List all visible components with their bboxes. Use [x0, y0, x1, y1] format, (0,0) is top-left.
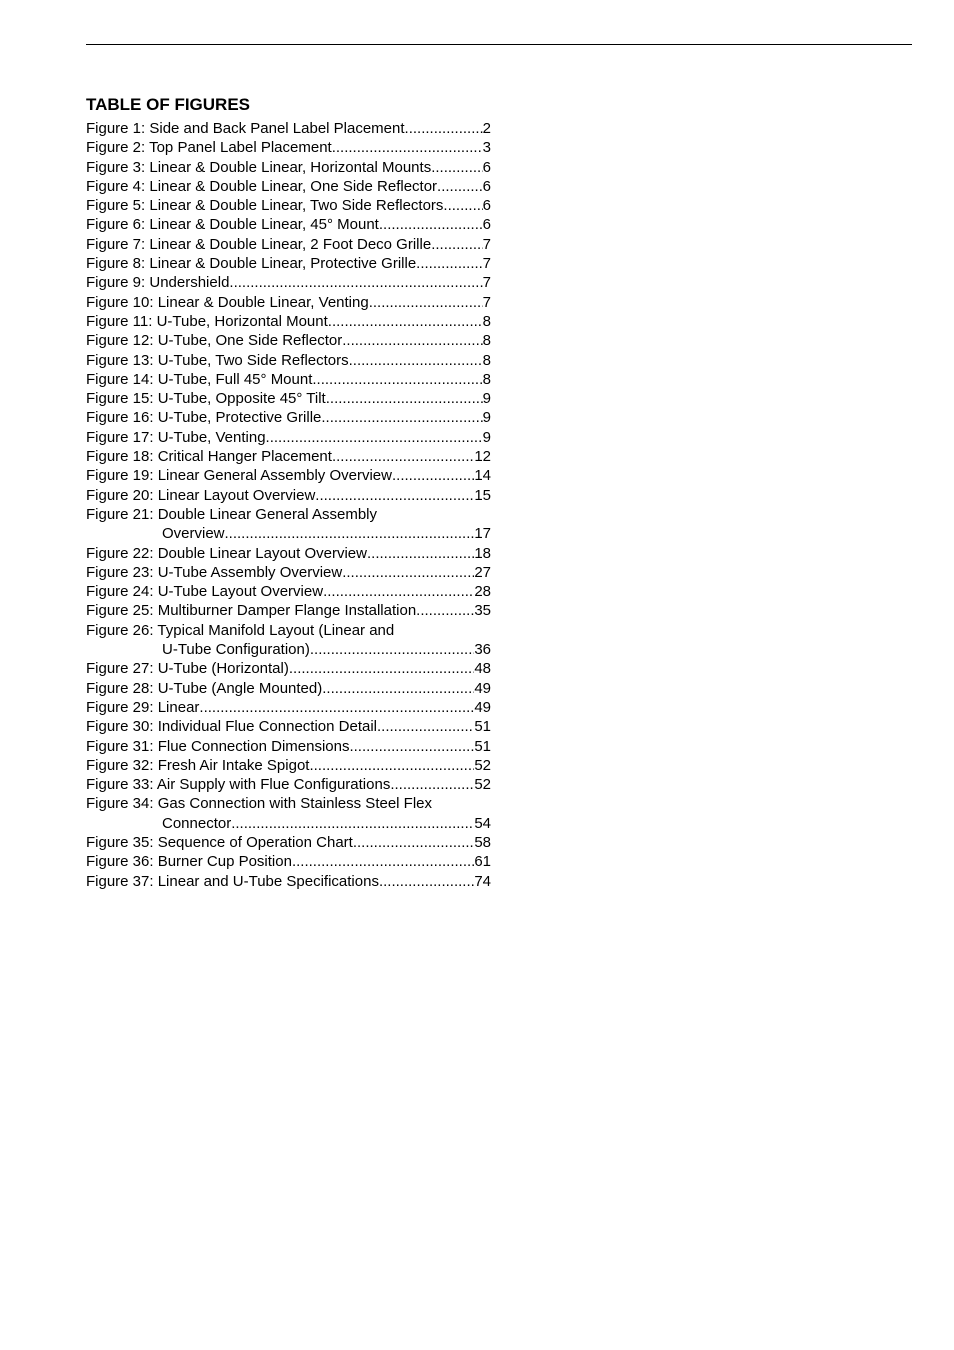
- toc-dot-leader: [379, 872, 474, 891]
- toc-entry-label: Figure 30: Individual Flue Connection Detail: [86, 718, 377, 736]
- toc-page-number: 12: [474, 448, 491, 466]
- toc-entry[interactable]: [86, 466, 491, 485]
- toc-dot-leader: [321, 408, 482, 427]
- toc-entry-label: Figure 14: U-Tube, Full 45° Mount: [86, 370, 313, 388]
- toc-entry-label: Figure 15: U-Tube, Opposite 45° Tilt: [86, 390, 326, 408]
- toc-entry[interactable]: [86, 215, 491, 234]
- toc-entry-continuation[interactable]: [86, 814, 491, 833]
- toc-page-number: 74: [474, 872, 491, 890]
- toc-entry-label: Figure 18: Critical Hanger Placement: [86, 448, 332, 466]
- toc-entry-label: Connector: [162, 814, 232, 832]
- toc-entry[interactable]: [86, 794, 491, 813]
- toc-entry[interactable]: [86, 293, 491, 312]
- toc-entry[interactable]: [86, 158, 491, 177]
- toc-entry[interactable]: [86, 273, 491, 292]
- toc-entry[interactable]: [86, 389, 491, 408]
- toc-dot-leader: [199, 698, 474, 717]
- toc-entry-label: Figure 11: U-Tube, Horizontal Mount: [86, 312, 328, 330]
- toc-entry-label: Figure 1: Side and Back Panel Label Placement: [86, 120, 405, 137]
- toc-dot-leader: [342, 563, 474, 582]
- toc-entry[interactable]: [86, 119, 491, 138]
- toc-page-number: 28: [474, 583, 491, 601]
- toc-entry[interactable]: [86, 177, 491, 196]
- toc-entry[interactable]: [86, 235, 491, 254]
- toc-page-number: 7: [482, 274, 491, 292]
- toc-dot-leader: [437, 177, 483, 196]
- toc-dot-leader: [225, 524, 475, 543]
- toc-page-number: 6: [482, 216, 491, 234]
- toc-dot-leader: [322, 679, 474, 698]
- toc-entry-list: [86, 119, 491, 891]
- toc-entry-label: Figure 22: Double Linear Layout Overview: [86, 544, 367, 562]
- toc-page-number: 8: [482, 312, 491, 330]
- toc-dot-leader: [392, 466, 474, 485]
- toc-dot-leader: [310, 640, 474, 659]
- toc-page-number: 9: [482, 428, 491, 446]
- toc-dot-leader: [369, 293, 483, 312]
- toc-entry-label: Figure 32: Fresh Air Intake Spigot: [86, 756, 310, 774]
- toc-entry[interactable]: [86, 833, 491, 852]
- toc-entry-label: Figure 35: Sequence of Operation Chart: [86, 833, 353, 851]
- toc-entry[interactable]: [86, 601, 491, 620]
- toc-dot-leader: [379, 215, 483, 234]
- toc-page-number: 14: [474, 467, 491, 485]
- toc-entry[interactable]: [86, 852, 491, 871]
- toc-dot-leader: [416, 601, 474, 620]
- toc-entry[interactable]: [86, 331, 491, 350]
- toc-page-number: 9: [482, 390, 491, 408]
- toc-entry-label: Figure 13: U-Tube, Two Side Reflectors: [86, 351, 349, 369]
- toc-entry[interactable]: [86, 447, 491, 466]
- toc-dot-leader: [349, 351, 483, 370]
- toc-page-number: 49: [474, 679, 491, 697]
- toc-entry-label: Figure 29: Linear: [86, 698, 200, 716]
- toc-page-number: 15: [474, 486, 491, 504]
- toc-entry[interactable]: [86, 756, 491, 775]
- toc-entry[interactable]: [86, 408, 491, 427]
- toc-page-number: 54: [474, 814, 491, 832]
- toc-page-number: 36: [474, 641, 491, 659]
- toc-page-number: 58: [474, 833, 491, 851]
- toc-page-number: 52: [474, 756, 491, 774]
- toc-dot-leader: [390, 775, 474, 794]
- toc-page-number: 35: [474, 602, 491, 620]
- toc-page-number: 6: [482, 177, 491, 195]
- toc-entry[interactable]: [86, 370, 491, 389]
- toc-page-number: 17: [474, 525, 491, 543]
- toc-page-number: 27: [474, 563, 491, 581]
- toc-entry[interactable]: [86, 428, 491, 447]
- toc-entry-label: Figure 10: Linear & Double Linear, Venting: [86, 293, 369, 311]
- toc-entry[interactable]: [86, 679, 491, 698]
- toc-entry[interactable]: [86, 582, 491, 601]
- toc-entry[interactable]: [86, 138, 491, 157]
- toc-entry[interactable]: [86, 254, 491, 273]
- toc-entry[interactable]: [86, 196, 491, 215]
- toc-entry-label: Figure 9: Undershield: [86, 274, 230, 292]
- toc-dot-leader: [323, 582, 474, 601]
- toc-entry[interactable]: [86, 312, 491, 331]
- toc-page-number: 2: [482, 120, 491, 137]
- toc-entry-label: Figure 23: U-Tube Assembly Overview: [86, 563, 343, 581]
- toc-dot-leader: [309, 756, 474, 775]
- toc-entry-label: Figure 34: Gas Connection with Stainless Steel Flex: [86, 795, 433, 813]
- toc-page-number: 7: [482, 235, 491, 253]
- toc-dot-leader: [431, 235, 482, 254]
- toc-entry-continuation[interactable]: [86, 640, 491, 659]
- toc-page-number: 7: [482, 255, 491, 273]
- toc-dot-leader: [405, 119, 483, 138]
- toc-dot-leader: [443, 196, 482, 215]
- toc-entry-label: Figure 20: Linear Layout Overview: [86, 486, 316, 504]
- toc-entry[interactable]: [86, 486, 491, 505]
- toc-page-number: 8: [482, 351, 491, 369]
- toc-dot-leader: [377, 717, 474, 736]
- toc-page-number: 61: [474, 853, 491, 871]
- toc-entry[interactable]: [86, 505, 491, 524]
- toc-entry-label: Figure 19: Linear General Assembly Overview: [86, 467, 392, 485]
- toc-heading: TABLE OF FIGURES: [86, 95, 251, 114]
- toc-page-number: 48: [474, 660, 491, 678]
- toc-entry-label: Figure 12: U-Tube, One Side Reflector: [86, 332, 343, 350]
- toc-entry-label: Figure 16: U-Tube, Protective Grille: [86, 409, 322, 427]
- toc-entry-label: Figure 8: Linear & Double Linear, Protective Grille: [86, 255, 417, 273]
- toc-entry-label: Figure 24: U-Tube Layout Overview: [86, 583, 324, 601]
- toc-page-number: 51: [474, 737, 491, 755]
- toc-dot-leader: [292, 852, 474, 871]
- toc-dot-leader: [367, 544, 474, 563]
- toc-page-number: 8: [482, 332, 491, 350]
- toc-dot-leader: [353, 833, 474, 852]
- toc-entry[interactable]: [86, 717, 491, 736]
- toc-entry-label: Figure 37: Linear and U-Tube Specifications: [86, 872, 379, 890]
- toc-entry-label: Figure 2: Top Panel Label Placement: [86, 139, 332, 157]
- toc-dot-leader: [315, 486, 474, 505]
- toc-entry-label: Figure 33: Air Supply with Flue Configurations: [86, 776, 391, 794]
- toc-dot-leader: [328, 312, 483, 331]
- toc-entry[interactable]: [86, 737, 491, 756]
- toc-entry-label: Figure 25: Multiburner Damper Flange Installation: [86, 602, 417, 620]
- toc-entry-label: Figure 27: U-Tube (Horizontal): [86, 660, 289, 678]
- toc-page-number: 8: [482, 370, 491, 388]
- toc-entry[interactable]: [86, 698, 491, 717]
- toc-entry[interactable]: [86, 563, 491, 582]
- toc-page-number: 6: [482, 197, 491, 215]
- toc-dot-leader: [266, 428, 483, 447]
- toc-entry-label: U-Tube Configuration): [162, 641, 310, 659]
- toc-entry[interactable]: [86, 659, 491, 678]
- toc-entry[interactable]: [86, 621, 491, 640]
- toc-page-number: 6: [482, 158, 491, 176]
- toc-page-number: 9: [482, 409, 491, 427]
- toc-page-number: 51: [474, 718, 491, 736]
- toc-entry-label: Figure 4: Linear & Double Linear, One Side Reflector: [86, 177, 438, 195]
- toc-dot-leader: [332, 138, 483, 157]
- toc-entry-label: Figure 7: Linear & Double Linear, 2 Foot Deco Grille: [86, 235, 432, 253]
- toc-page-number: 3: [482, 139, 491, 157]
- toc-dot-leader: [312, 370, 482, 389]
- toc-page-number: 18: [474, 544, 491, 562]
- toc-entry[interactable]: [86, 872, 491, 891]
- toc-dot-leader: [231, 814, 474, 833]
- toc-entry-continuation[interactable]: [86, 524, 491, 543]
- toc-entry-label: Figure 5: Linear & Double Linear, Two Side Reflectors: [86, 197, 444, 215]
- toc-entry-label: Overview: [162, 525, 225, 543]
- table-of-figures: [86, 95, 491, 891]
- toc-entry-label: Figure 3: Linear & Double Linear, Horizontal Mounts: [86, 158, 432, 176]
- toc-entry-label: Figure 28: U-Tube (Angle Mounted): [86, 679, 323, 697]
- toc-entry-label: Figure 26: Typical Manifold Layout (Linear and: [86, 621, 395, 639]
- toc-entry-label: Figure 36: Burner Cup Position: [86, 853, 292, 871]
- toc-dot-leader: [431, 158, 482, 177]
- toc-dot-leader: [332, 447, 474, 466]
- toc-dot-leader: [349, 737, 474, 756]
- toc-dot-leader: [326, 389, 483, 408]
- toc-dot-leader: [229, 273, 482, 292]
- toc-entry[interactable]: [86, 351, 491, 370]
- toc-entry-label: Figure 31: Flue Connection Dimensions: [86, 737, 350, 755]
- toc-entry[interactable]: [86, 544, 491, 563]
- toc-page-number: 7: [482, 293, 491, 311]
- toc-page-number: 49: [474, 698, 491, 716]
- toc-page-number: 52: [474, 776, 491, 794]
- header-rule: [86, 44, 912, 45]
- toc-entry[interactable]: [86, 775, 491, 794]
- toc-dot-leader: [342, 331, 482, 350]
- toc-entry-label: Figure 17: U-Tube, Venting: [86, 428, 266, 446]
- toc-dot-leader: [289, 659, 474, 678]
- toc-entry-label: Figure 21: Double Linear General Assembly: [86, 505, 377, 523]
- toc-entry-label: Figure 6: Linear & Double Linear, 45° Mount: [86, 216, 379, 234]
- toc-dot-leader: [416, 254, 482, 273]
